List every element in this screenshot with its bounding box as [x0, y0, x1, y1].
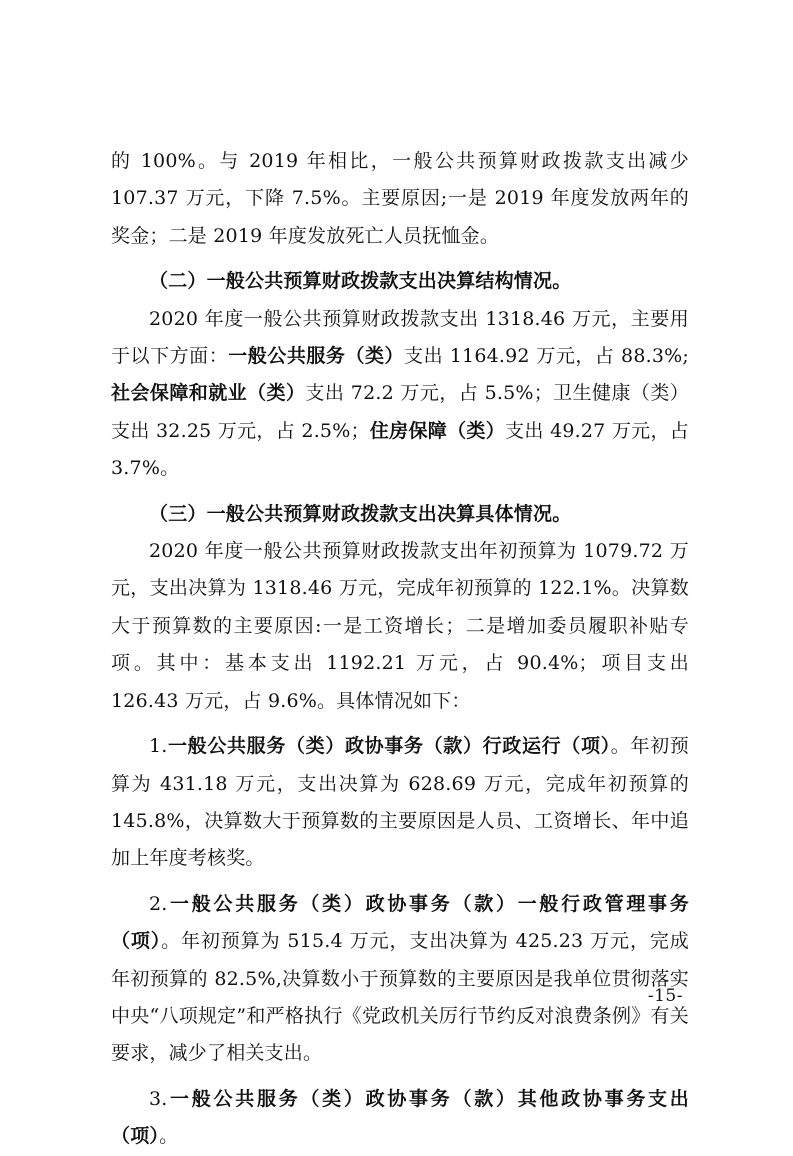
- item-title: 一般公共服务（类）政协事务（款）其他政协事务支出（项）: [111, 1087, 689, 1148]
- paragraph-continuation: 的 100%。与 2019 年相比，一般公共预算财政拨款支出减少 107.37 万元，下降 7.5%。主要原因;一是 2019 年度发放两年的奖金；二是 2019 年度发放死亡人员抚恤金。: [111, 150, 689, 247]
- text-run: 支出 49.27 万元，占 3.7%。: [111, 419, 689, 480]
- text-run: 支出 1164.92 万元，占 88.3%;: [404, 345, 689, 368]
- text-run: 2020 年度一般公共预算财政拨款支出 1318.46 万元，主要用于以下方面：: [111, 307, 689, 368]
- page-number: -15-: [647, 986, 683, 1006]
- item-text: 。年初预算为 431.18 万元，支出决算为 628.69 万元，完成年初预算的 145.8%，决算数大于预算数的主要原因是人员、工资增长、年中追加上年度考核奖。: [111, 735, 689, 870]
- paragraph-structure: [111, 301, 689, 488]
- list-item-1: [111, 728, 689, 878]
- item-title: 一般公共服务（类）政协事务（款）行政运行（项）: [167, 735, 611, 758]
- bold-category: 社会保障和就业（类）: [111, 382, 306, 405]
- item-text: 。: [159, 1125, 179, 1148]
- item-number: 3.: [149, 1087, 168, 1110]
- text-run: 支出 72.2 万元，占 5.5%；卫生健康（类）支出 32.25 万元，占 2.5%；: [111, 382, 689, 442]
- item-title: 一般公共服务（类）政协事务（款）一般行政管理事务（项）: [111, 892, 689, 953]
- bold-category: 住房保障（类）: [369, 419, 506, 442]
- list-item-3: [111, 1081, 689, 1156]
- section-heading-3: （三）一般公共预算财政拨款支出决算具体情况。: [149, 502, 572, 525]
- list-item-2: [111, 886, 689, 1073]
- item-number: 2.: [149, 892, 168, 915]
- section-heading-2: （二）一般公共预算财政拨款支出决算结构情况。: [149, 270, 572, 293]
- item-text: 。年初预算为 515.4 万元，支出决算为 425.23 万元，完成年初预算的 82.5%,决算数小于预算数的主要原因是我单位贯彻落实中央“八项规定”和严格执行《党政机关厉行节约反对浪费条例》有关要求，减少了相关支出。: [111, 930, 689, 1065]
- bold-category: 一般公共服务（类）: [228, 345, 405, 368]
- item-number: 1.: [149, 735, 168, 758]
- body-text: [111, 143, 689, 1156]
- paragraph-details: 2020 年度一般公共预算财政拨款支出年初预算为 1079.72 万元，支出决算为 1318.46 万元，完成年初预算的 122.1%。决算数大于预算数的主要原因:一是工资增长；二是增加委员履职补贴专项。其中：基本支出 1192.21 万元，占 90.4%；项目支出 126.43 万元，占 9.6%。具体情况如下：: [111, 540, 689, 712]
